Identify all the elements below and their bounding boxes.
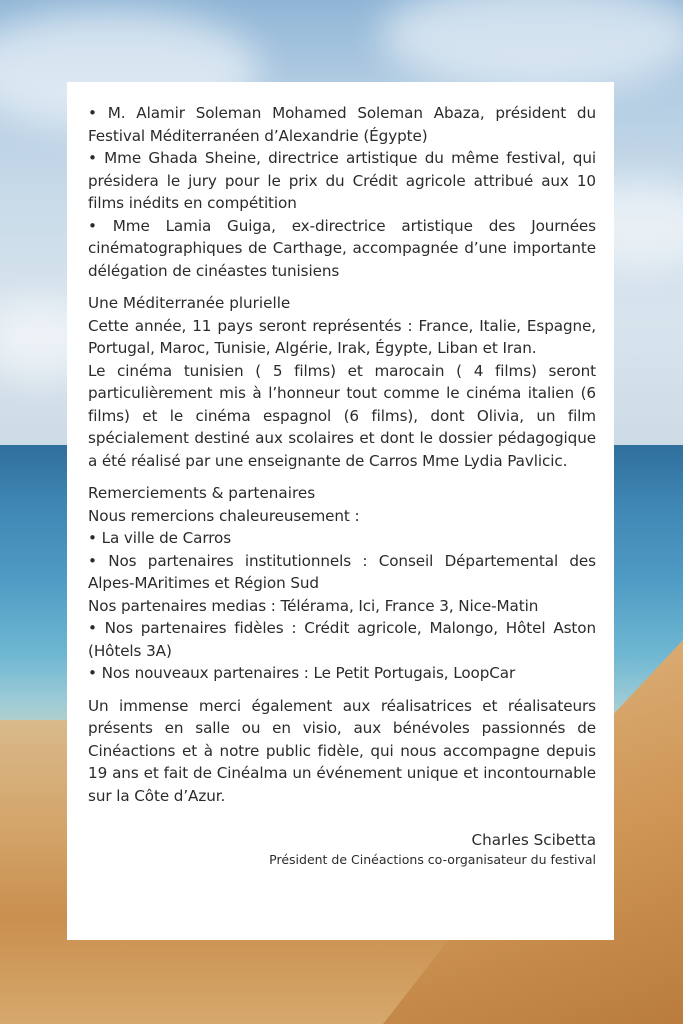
paragraph: Le cinéma tunisien ( 5 films) et marocain ( 4 films) seront particulièrement mis à l’honneur tout comme le cinéma italien (6 films) et le cinéma espagnol (6 films), dont Olivia, un film spécialement destiné aux scolaires et dont le dossier pédagogique a été réalisé par une enseignante de Carros Mme Lydia Pavlicic. (88, 361, 596, 470)
partner-item: • Nos nouveaux partenaires : Le Petit Portugais, LoopCar (88, 664, 516, 682)
partner-item: • La ville de Carros (88, 529, 232, 547)
partner-item: • Nos partenaires fidèles : Crédit agricole, Malongo, Hôtel Aston (Hôtels 3A) (88, 619, 596, 660)
section-heading: Une Méditerranée plurielle (88, 294, 291, 312)
section-heading: Remerciements & partenaires (88, 484, 316, 502)
text-card (67, 82, 614, 940)
partner-item: Nos partenaires medias : Télérama, Ici, France 3, Nice-Matin (88, 596, 539, 615)
guest-list (88, 102, 596, 282)
closing-paragraph: Un immense merci également aux réalisatrices et réalisateurs présents en salle ou en visio, aux bénévoles passionnés de Cinéactions et à notre public fidèle, qui nous accompagne depuis 19 ans et fait de Cinéalma un événement unique et incontournable sur la Côte d’Azur. (88, 696, 596, 805)
signature-role: Président de Cinéactions co-organisateur du festival (269, 852, 596, 867)
partner-item: • Nos partenaires institutionnels : Conseil Départemental des Alpes-MAritimes et Région Sud (88, 551, 596, 592)
guest-item: • Mme Ghada Sheine, directrice artistique du même festival, qui présidera le jury pour le prix du Crédit agricole attribué aux 10 films inédits en compétition (88, 149, 596, 212)
paragraph: Nous remercions chaleureusement : (88, 506, 360, 525)
signature (88, 829, 596, 869)
guest-item: • M. Alamir Soleman Mohamed Soleman Abaza, président du Festival Méditerranéen d’Alexandrie (Égypte) (88, 104, 596, 145)
paragraph: Cette année, 11 pays seront représentés : France, Italie, Espagne, Portugal, Maroc, Tunisie, Algérie, Irak, Égypte, Liban et Iran. (88, 316, 596, 357)
guest-item: • Mme Lamia Guiga, ex-directrice artistique des Journées cinématographiques de Carthage, accompagnée d’une importante délégation de cinéastes tunisiens (88, 216, 596, 280)
signature-name: Charles Scibetta (471, 831, 596, 849)
